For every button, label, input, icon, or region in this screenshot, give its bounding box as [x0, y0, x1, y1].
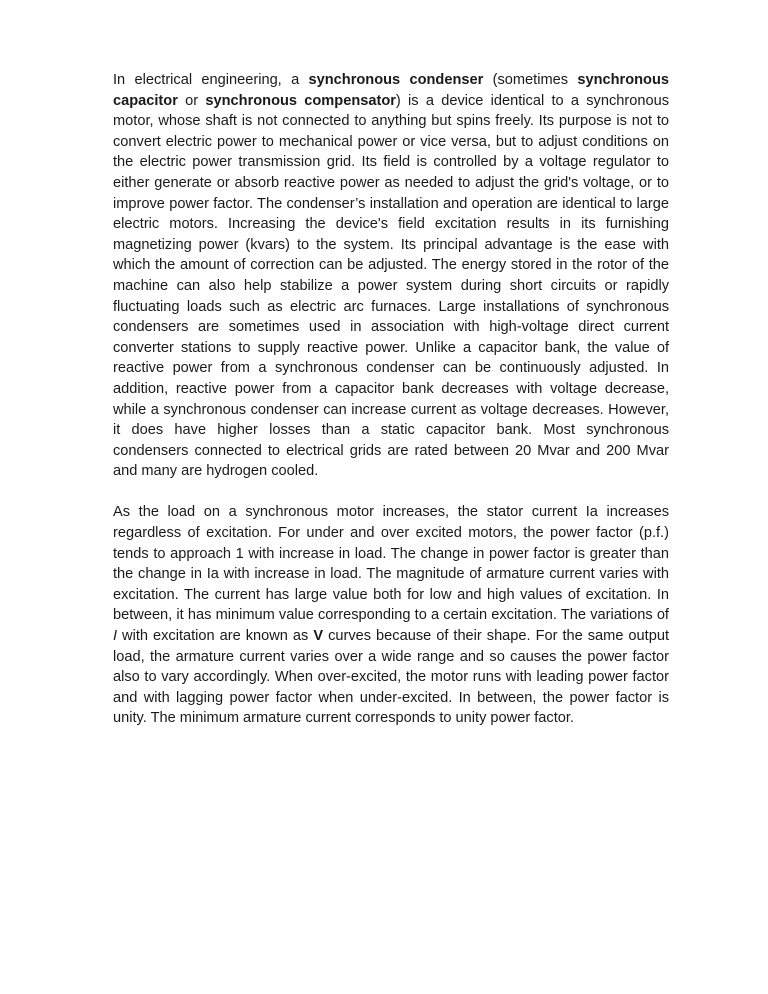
- text-run: (sometimes: [483, 72, 578, 88]
- paragraph-synchronous-condenser: [113, 70, 669, 482]
- text-run: with excitation are known as: [117, 628, 314, 645]
- text-run: or: [177, 92, 206, 109]
- bold-term-synchronous-condenser: synchronous condenser: [308, 72, 484, 88]
- text-run: In electrical engineering, a: [113, 72, 309, 88]
- text-run: ) is a device identical to a synchronous motor, whose shaft is not connected to anything but spins freely. Its purpose is not to convert electric power to mechanical power or vice versa, but to adjust conditions on the electric power transmission grid. Its field is controlled by a voltage regulator to either generate or absorb reactive power as needed to adjust the grid's voltage, or to improve power factor. The condenser’s installation and operation are identical to large electric motors. Increasing the device's field excitation results in its furnishing magnetizing power (kvars) to the system. Its principal advantage is the ease with which the amount of correction can be adjusted. The energy stored in the rotor of the machine can also help stabilize a power system during short circuits or rapidly fluctuating loads such as electric arc furnaces. Large installations of synchronous condensers are sometimes used in association with high-voltage direct current converter stations to supply reactive power. Unlike a capacitor bank, the value of reactive power from a synchronous condenser can be continuously adjusted. In addition, reactive power from a capacitor bank decreases with voltage decrease, while a synchronous condenser can increase current as voltage decreases. However, it does have higher losses than a static capacitor bank. Most synchronous condensers connected to electrical grids are rated between 20 Mvar and 200 Mvar and many are hydrogen cooled.: [113, 92, 669, 480]
- text-run: curves because of their shape. For the same output load, the armature current varies over a wide range and so causes the power factor also to vary accordingly. When over-excited, the motor runs with leading power factor and with lagging power factor when under-excited. In between, the power factor is unity. The minimum armature current corresponds to unity power factor.: [113, 628, 670, 727]
- bold-term-v-curves: V: [313, 628, 324, 645]
- italic-symbol-current: I: [113, 628, 118, 645]
- paragraph-motor-load: [113, 502, 669, 729]
- document-body: [113, 70, 669, 750]
- text-run: As the load on a synchronous motor increases, the stator current Ia increases regardless of excitation. For under and over excited motors, the power factor (p.f.) tends to approach 1 with increase in load. The change in power factor is greater than the change in Ia with increase in load. The magnitude of armature current varies with excitation. The current has large value both for low and high values of excitation. In between, it has minimum value corresponding to a certain excitation. The variations of: [113, 504, 669, 624]
- bold-term-synchronous-compensator: synchronous compensator: [205, 92, 396, 109]
- bold-term-synchronous-capacitor: synchronous capacitor: [113, 72, 669, 109]
